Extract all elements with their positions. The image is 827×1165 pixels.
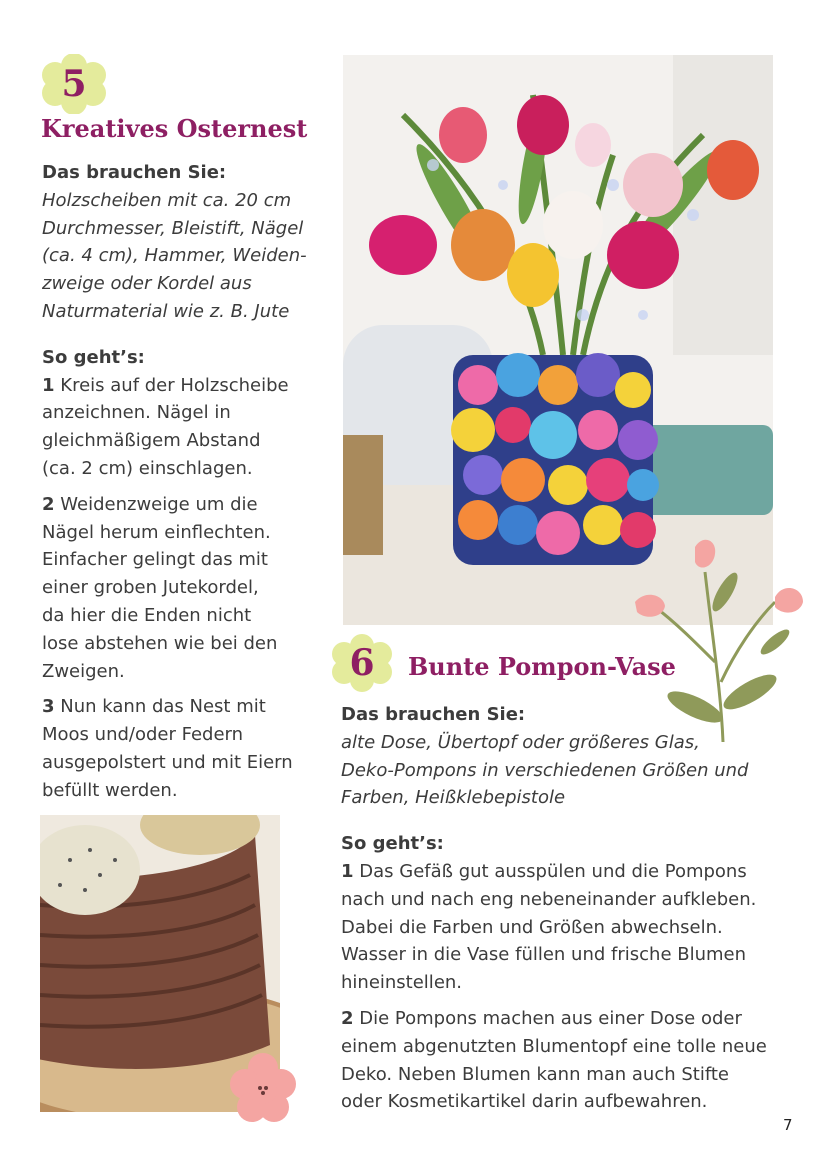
step-line: Das Gefäß gut ausspülen und die Pompons [359,860,747,882]
step-line: anzeichnen. Nägel in [42,402,231,424]
section6-howto-heading: So geht’s: [341,833,444,855]
step-line: Einfacher gelingt das mit [42,549,268,571]
step-number: 3 [42,696,55,718]
step-line: einer groben Jutekordel, [42,577,259,599]
step-line: gleichmäßigem Abstand [42,430,261,452]
step-line: Zweigen. [42,660,125,682]
section6-title: Bunte Pompon-Vase [408,652,676,681]
section6-number: 6 [349,642,375,684]
step-line: einem abgenutzten Blumentopf eine tolle neue [341,1035,767,1057]
step-number: 2 [341,1007,354,1029]
step-line: hineinstellen. [341,972,463,994]
section5-step-2 [42,491,312,519]
page-number: 7 [783,1116,793,1134]
step-line: Wasser in die Vase füllen und frische Blumen [341,944,747,966]
section6-step-1 [341,858,781,886]
step-number: 1 [341,860,354,882]
step-line: oder Kosmetikartikel darin aufbewahren. [341,1091,708,1113]
step-line: Kreis auf der Holzscheibe [60,374,289,396]
section5-step-3 [42,693,312,721]
step-line: da hier die Enden nicht [42,604,252,626]
step-line: Moos und/oder Federn [42,724,244,746]
section6-needs-line: Farben, Heißklebepistole [341,787,566,809]
section5-body [42,159,312,805]
step-number: 2 [42,493,55,515]
blossom-icon [230,1052,296,1126]
step-line: Nägel herum einflechten. [42,521,271,543]
section5-needs-line: (ca. 4 cm), Hammer, Weiden- [42,245,307,267]
section5-needs-line: zweige oder Kordel aus [42,273,252,295]
section5-step-1 [42,372,312,400]
section5-title: Kreatives Osternest [41,114,308,143]
section5-needs-line: Naturmaterial wie z. B. Jute [42,300,290,322]
section5-needs-line: Durchmesser, Bleistift, Nägel [42,217,304,239]
step-line: ausgepolstert und mit Eiern [42,751,293,773]
section6-needs-heading: Das brauchen Sie: [341,704,526,725]
step-number: 1 [42,374,55,396]
blossom-decoration [230,1052,296,1126]
section6-step-2 [341,1005,781,1033]
step-line: Die Pompons machen aus einer Dose oder [359,1007,742,1029]
step-line: Nun kann das Nest mit [60,696,266,718]
step-line: befüllt werden. [42,779,178,801]
section6-needs-line: Deko-Pompons in verschiedenen Größen und [341,759,749,781]
section5-needs-line: Holzscheiben mit ca. 20 cm [42,189,292,211]
section5-number: 5 [61,63,87,105]
step-line: lose abstehen wie bei den [42,632,278,654]
section6-body [341,701,781,1116]
section5-number-badge [38,54,110,114]
section6-needs-line: alte Dose, Übertopf oder größeres Glas, [341,731,700,753]
section6-number-badge [328,634,396,692]
step-line: nach und nach eng nebeneinander aufkleben. [341,888,757,910]
step-line: Dabei die Farben und Größen abwechseln. [341,916,723,938]
section5-howto-heading: So geht’s: [42,346,145,368]
step-line: Weidenzweige um die [60,493,258,515]
step-line: Deko. Neben Blumen kann man auch Stifte [341,1063,729,1085]
step-line: (ca. 2 cm) einschlagen. [42,457,253,479]
section5-needs-heading: Das brauchen Sie: [42,162,227,183]
